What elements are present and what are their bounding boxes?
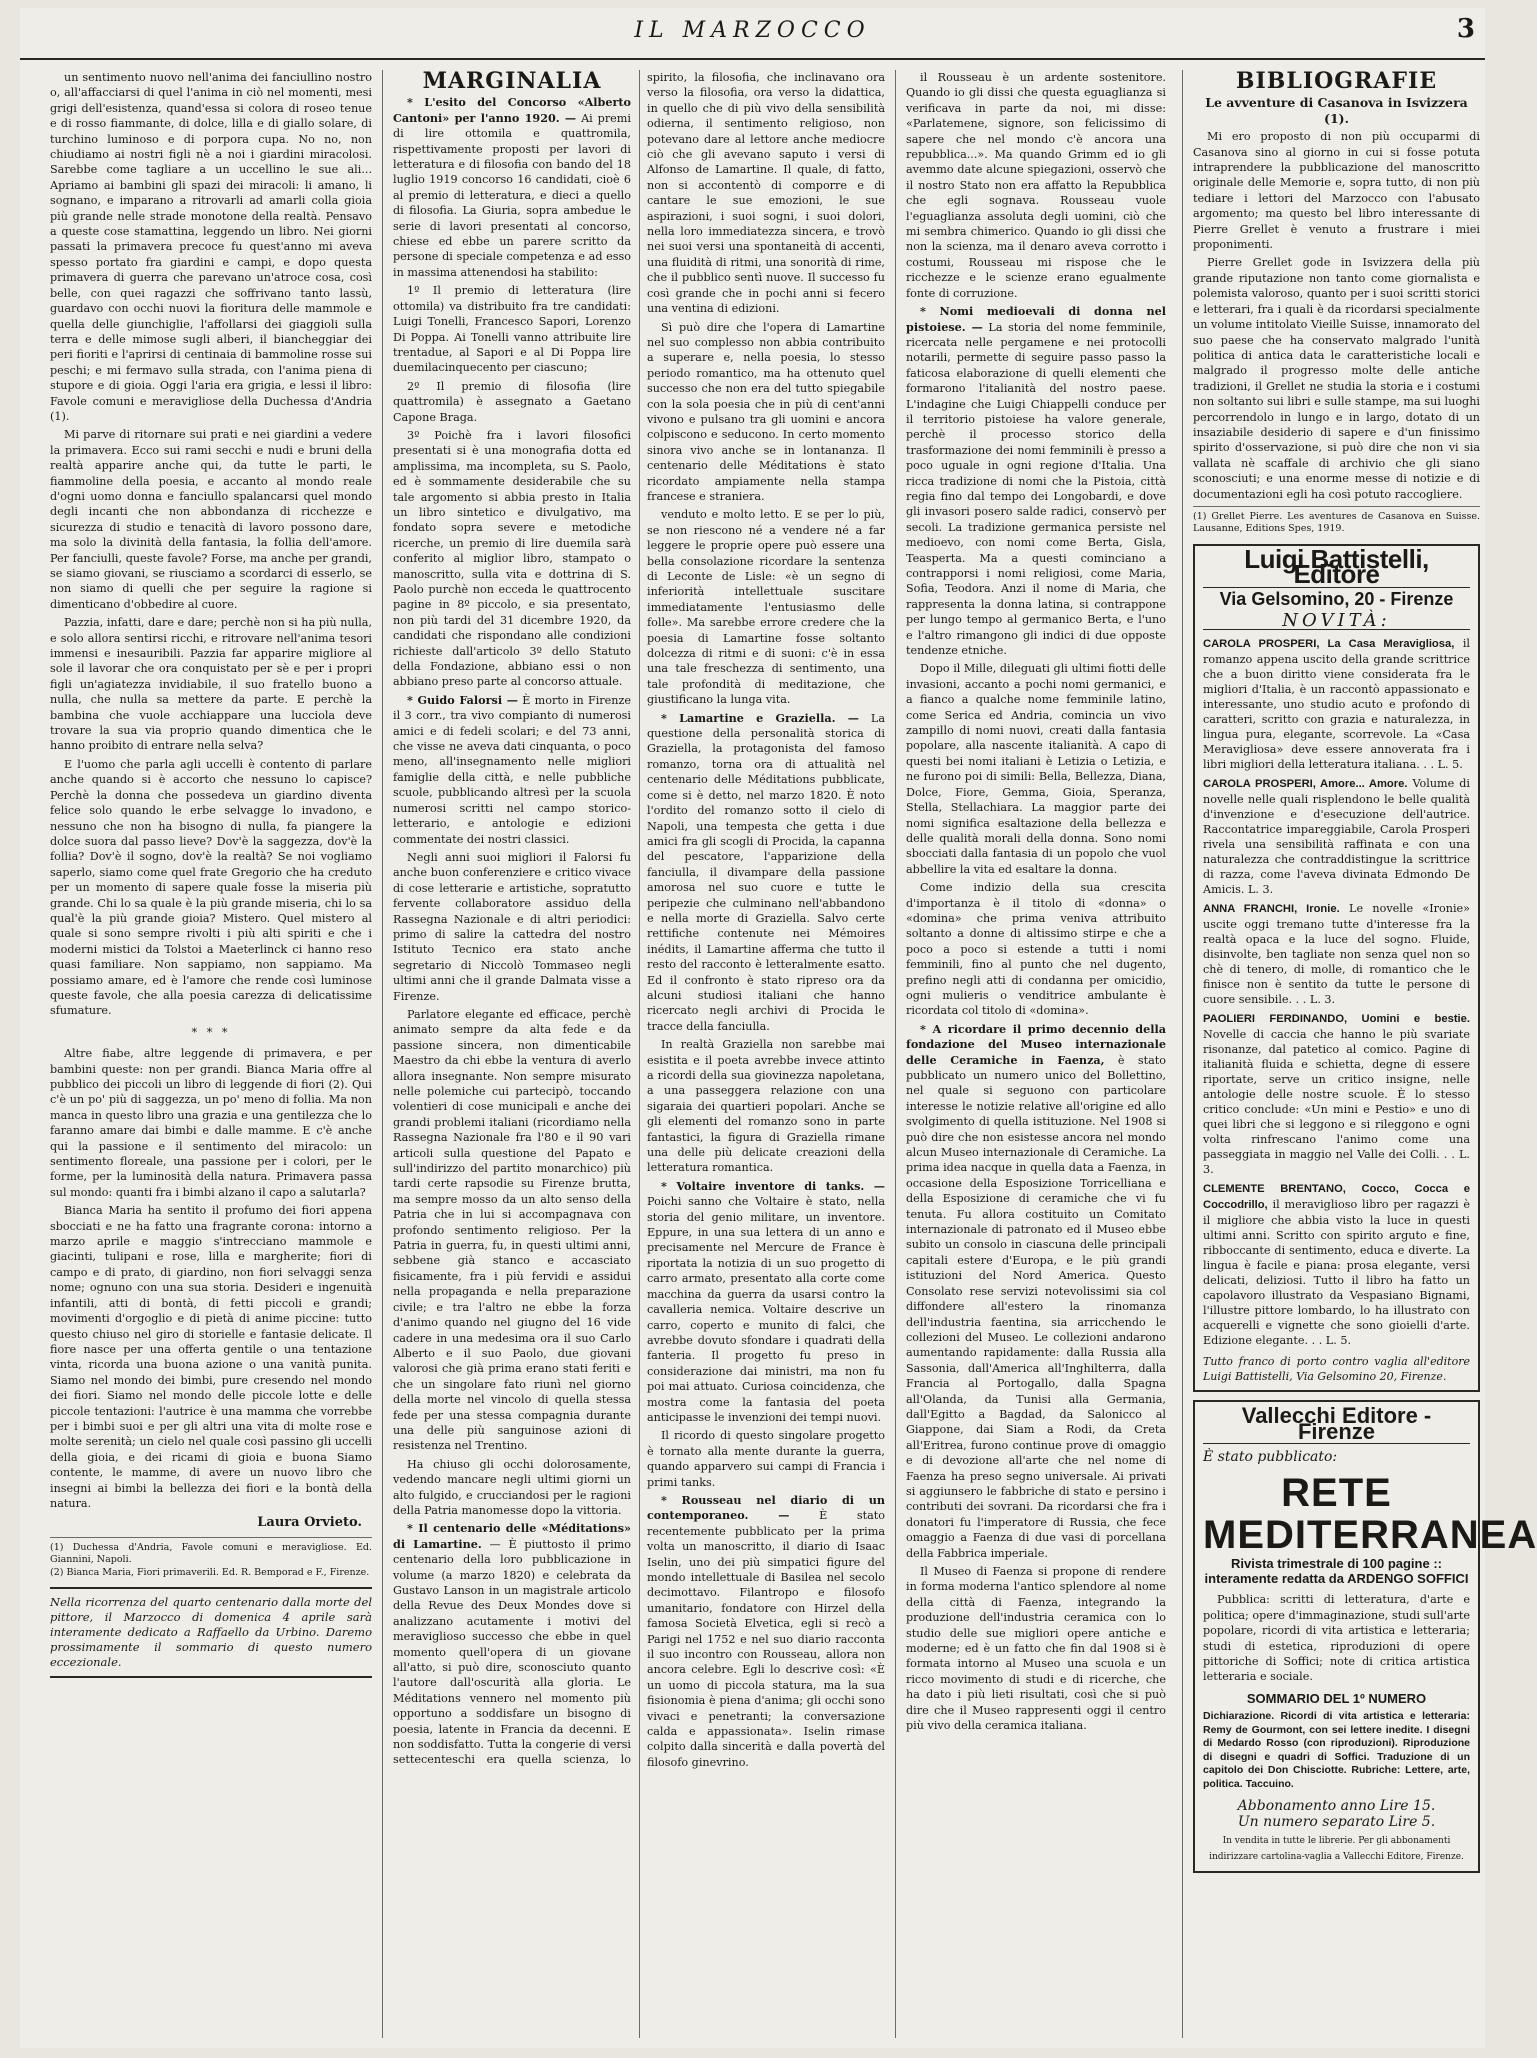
item-text: È morto in Firenze il 3 corr., tra vivo compianto di numerosi amici e di fedeli scolari; e del 73 anni, che visse ne aveva dati cinquanta, o poco meno, all'insegnamento nelle migliori famiglie della città, e nelle pubbliche scuole, pubblicando altresì per la scuola numerosi scritti nel campo storico-letterario, e antologie e edizioni commentate dei nostri classici. — [393, 693, 631, 846]
contents-heading: SOMMARIO DEL 1º NUMERO — [1246, 1690, 1427, 1706]
article-paragraph: Pierre Grellet gode in Isvizzera della più grande riputazione non tanto come giornalista e polemista valoroso, quanto per i suoi scritti storici e letterari, fra i quali è da ricordarsi specialmente un volume intitolato Vieille Suisse, innamorato del suo paese che ha conservato malgrado l'unità politica di antica data le caratteristiche locali e malgrado il progresso molte delle antiche tradizioni, il Grellet ne studia la storia e i costumi non soltanto sui libri e sulle stampe, ma sui luoghi percorrendolo in lungo e in largo, dotato di un insaziabile desiderio di sapere e d'un finissimo spirito d'osservazione, si può dire che non vi sia vallata nè scaffale di archivio che gli siano sconosciuti; e una enorme messe di notizie e di documentazioni egli ha così potuto raccogliere. — [1193, 256, 1480, 501]
publisher-name: Luigi Battistelli, Editore — [1203, 552, 1470, 588]
book-title: ANNA FRANCHI, Ironie. — [1203, 902, 1340, 915]
item-heading: * Nomi medioevali di donna nel pistoiese. — — [906, 304, 1166, 334]
ordering-note: Tutto franco di porto contro vaglia all'editore Luigi Battistelli, Via Gelsomino 20, Firenze. — [1203, 1354, 1470, 1383]
article-paragraph: Sì può dire che l'opera di Lamartine nel suo complesso non abbia contribuito a superare e, nella poesia, lo stesso periodo romantico, ma ha ottenuto quel successo che non era del tutto spiegabile con la sola poesia che in più di cent'anni vivono e pulsano tra gli uomini e ancora colpiscono e seducono. In certo momento sinora vivo anche se in lontananza. Il centenario delle Méditations è stato ricordato ampiamente nella stampa francese e straniera. — [647, 320, 885, 503]
footnote: (1) Duchessa d'Andria, Favole comuni e meravigliose. Ed. Giannini, Napoli. — [50, 1541, 372, 1566]
article-paragraph: 3º Poichè fra i lavori filosofici presentati si è una monografia dotta ed amplissima, ma incompleta, su S. Paolo, ed è sommamente desiderabile che su tale argomento si abbia presto in Italia un libro sintetico e divulgativo, ma fondato sopra severe e metodiche ricerche, un premio di lire duemila sarà conferito al miglior libro, stampato o manoscritto, sulla vita e dottrina di S. Paolo purchè non ecceda le quattrocento pagine in 8º piccolo, e sia presentato, non più tardi del 31 dicembre 1920, da candidati che rispondano alle condizioni richieste dall'articolo 3º dello Statuto della Fondazione, abbiano essi o non abbiano preso parte al concorso attuale. — [393, 428, 631, 689]
item-text: La storia del nome femminile, ricercata nelle pergamene e nei protocolli notarili, permette di seguire passo passo la faticosa elaborazione di quelli elementi che formarono l'italianità del nostro paese. L'indagine che Luigi Chiappelli conduce per il territorio pistoiese ha valore generale, perchè il processo storico della trasformazione dei nomi femminili è presso a poco uguale in ogni regione d'Italia. Una ricca tradizione di nomi che la Pistoia, città regia fino dal tempo dei Longobardi, e dove gli invasori posero salde radici, conservò per secoli. La tradizione germanica persiste nel medioevo, con nomi come Berta, Gisla, Teasperta. Ma a questi cominciano a contrapporsi i nomi religiosi, come Maria, Sofia, Teodora. Anzi il nome di Maria, che rappresenta la donna latina, si contrappone per lungo tempo al germanico Berta, e l'uno e l'altro rimangono gli indici di due opposte tendenze etniche. — [906, 320, 1167, 658]
article-paragraph: In realtà Graziella non sarebbe mai esistita e il poeta avrebbe invece attinto a ricordi della sua giovinezza napoletana, a una passeggera relazione con una sigaraia dei quartieri popolari. Anche se gli elementi del romanzo sono in parte fantastici, la figura di Graziella rimane una delle più delicate creazioni della letteratura romantica. — [647, 1038, 885, 1175]
book-listing — [1203, 636, 1470, 772]
book-title: CAROLA PROSPERI, Amore... Amore. — [1203, 777, 1408, 790]
article-paragraph: 2º Il premio di filosofia (lire quattromila) è assegnato a Gaetano Capone Braga. — [393, 379, 631, 424]
article-paragraph: il Rousseau è un ardente sostenitore. Quando io gli dissi che questa eguaglianza si verificava in parte da noi, mi disse: «Parlatemene, signore, son felicissimo di sapere che nel mondo c'è ancora una repubblica...». Ma quando Grimm ed io gli avemmo date alcune spiegazioni, osservò che il nostro Stato non era affatto la Repubblica che egli sognava. Rousseau vuole l'eguaglianza assoluta degli uomini, ciò che mi sembra chimerico. Quando io gli dissi che non la scienza, ma il denaro aveva corrotto i costumi, Rousseau mi rispose che le ricchezze e le scienze erano egualmente fonte di corruzione. — [906, 71, 1166, 300]
footnotes — [50, 1537, 372, 1580]
published-label: È stato pubblicato: — [1203, 1449, 1338, 1466]
book-description: Le novelle «Ironie» uscite oggi tremano tutte d'interesse fra la realtà opaca e la luce del sogno. Fluide, disinvolte, ben tagliate non senza quel non so chè di tenero, di molle, di romantico che le finisce non è sentito da tutte le persone di cuore sensibile. . . L. 3. — [1203, 901, 1470, 1006]
page-number: 3 — [1456, 14, 1475, 44]
section-title-marginalia: MARGINALIA — [422, 68, 602, 94]
vallecchi-advertisement — [1193, 1400, 1537, 1873]
article-paragraph: Negli anni suoi migliori il Falorsi fu anche buon conferenziere e critico vivace di cose letterarie e artistiche, sopratutto fervente collaboratore assiduo della Rassegna Nazionale e di altri periodici: primo di salire la cattedra del nostro Istituto Tecnico era stato anche segretario di Niccolò Tommaseo negli ultimi anni che il grande Dalmata visse a Firenze. — [393, 850, 631, 1003]
article-paragraph: Ha chiuso gli occhi dolorosamente, vedendo mancare negli ultimi giorni un alto fulgido, e crucciandosi per le ragioni della Patria manomesse dopo la vittoria. — [393, 1457, 631, 1517]
publisher-name: Vallecchi Editore - Firenze — [1203, 1408, 1470, 1444]
item-text: — È piuttosto il primo centenario della loro pubblicazione in volume (a marzo 1820) e celebrata da Gustavo Lanson in un magistrale articolo della Revue des Deux Mondes dove si analizzano acutamente i motivi del meraviglioso successo che ebbe in quel momento quell'opera di un giovane all'atto, si può dire, sconosciuto quanto l'autore dall'oscurità alla gloria. Le Méditations vennero nel momento più opportuno a soddisfare un bisogno di poesia, latente in Francia da decenni. E non soddisfatto. Tutta la congerie di versi settecenteschi era quella scienza, lo spirito, la filosofia, che inclinavano ora verso la filosofia, ora verso la didattica, in quello che di più vivo della sensibilità odierna, il sentimento religioso, non potevano dare al lettore anche mediocre ciò che gli avevano saputo i versi di Alfonso de Lamartine. Il quale, di fatto, non si accontentò di comporre e di cantare le sue emozioni, le sue aspirazioni, i suoi sogni, i suoi dolori, nella loro immediatezza sincera, e trovò nei suoi versi una spontaneità di accenti, una fluidità di ritmi, una sonorità di rime, che il pubblico sentì nuove. Il successo fu così grande che in pochi anni si fecero una ventina di edizioni. — [393, 71, 885, 1767]
article-paragraph: venduto e molto letto. E se per lo più, se non riescono né a vendere né a far leggere le proprie opere può essere una bella consolazione ricordare la sentenza di Leconte de Lisle: «è un segno di inferiorità intellettuale suscitare immediatamente l'entusiasmo delle folle». Ma sarebbe errore credere che la poesia di Lamartine fosse soltanto dolcezza di ritmi e di suoni: c'è in essa una tale freschezza di sentimento, una tale profondità di meditazione, che giustificano la lunga vita. — [647, 508, 885, 707]
article-paragraph: Mi ero proposto di non più occuparmi di Casanova sino al giorno in cui si fosse potuta intraprendere la pubblicazione del manoscritto originale delle Memorie e, sopra tutto, di non più tediare i lettori del Marzocco con l'abusato argomento; ma questo bel libro interessante di Pierre Grellet è venuto a frustrare i miei proponimenti. — [1193, 130, 1480, 252]
item-heading: * Lamartine e Graziella. — — [661, 710, 859, 725]
masthead-title: IL MARZOCCO — [634, 18, 871, 43]
item-heading: * Voltaire inventore di tanks. — — [661, 1178, 885, 1193]
article-paragraph: Dopo il Mille, dileguati gli ultimi fiotti delle invasioni, accanto a pochi nomi germanici, e a fianco a qualche nome femminile latino, come Serica ed Andria, comincia un vivo zampillo di nomi nuovi, creati dalla fantasia popolare, alla nascente italianità. A capo di questi bei nomi italiani è Letizia o Letizia, e ne furono poi di simili: Bella, Bellezza, Diana, Dolce, Fiore, Gemma, Gioia, Speranza, Stella, Stellachiara. La maggior parte dei nomi significa esaltazione della bellezza e delle qualità morali della donna. Sono nomi sbocciati dalla fantasia di un popolo che vuol abbellire la vita ed esaltare la donna. — [906, 662, 1166, 876]
footnote: (1) Grellet Pierre. Les aventures de Casanova en Suisse. Lausanne, Editions Spes, 1919. — [1193, 506, 1480, 536]
book-title: CAROLA PROSPERI, La Casa Meravigliosa, — [1203, 637, 1455, 650]
item-text: Poichi sanno che Voltaire è stato, nella storia del genio militare, un inventore. Eppure, in una sua lettera di un anno e precisamente nel Mercure de France è riportata la notizia di un suo progetto di carro armato, presentato alla corte come macchina da guerra da usarsi contro la cavalleria nemica. Voltaire descrive un carro, coperto e munito di falci, che avrebbe dovuto sfondare i quadrati della fanteria. Il progetto fu preso in considerazione dai ministri, ma non fu poi mai attuato. Curiosa coincidenza, che mostra come la fantasia del poeta anticipasse le invenzioni dei tempi nuovi. — [647, 1195, 885, 1424]
article-paragraph: Bianca Maria ha sentito il profumo dei fiori appena sbocciati e ne ha fatto una fragrante corona: intorno a marzo aprile e maggio s'intrecciano mammole e giacinti, tulipani e rose, lilla e margherite; fiori di campo e di prato, di giardino, non fiori selvaggi senza nome; ognuno con una sua storia. Desideri e ingenuità infantili, atti di bontà, di fetti piccoli e grandi; movimenti d'orgoglio e di pietà di anime piccine: tutto questo chiuso nel giro di storielle e fantasie delicate. Il fiore nasce per una offerta gentile o una tentazione vinta, ricorda una buona azione o una vanità punita. Siamo nel mondo dei bimbi, pure cresendo nel mondo dei fiori. Siamo nel mondo delle piccole lotte e delle piccole tentazioni: l'autrice è una mamma che vorrebbe per i bimbi suoi e per gli altri una vita di molte rose e molte serenità; un cielo nel quale così passino gli uccelli della gioia, e dei ricami di gioia e buona Siamo contente, le mamme, di avere un nuovo libro che insegni ai bimbi la bellezza dei fiori e la bontà della natura. — [50, 1204, 372, 1510]
item-heading: * A ricordare il primo decennio della fondazione del Museo internazionale delle Ceramiche in Faenza, — [906, 1021, 1166, 1067]
magazine-title: RETE MEDITERRANEA — [1203, 1470, 1537, 1557]
subscription-price: Abbonamento anno Lire 15. — [1237, 1798, 1436, 1815]
magazine-description: Pubblica: scritti di letteratura, d'arte e politica; opere d'immaginazione, studi sull'arte popolare, ricordi di vita artistica e letteraria; studi di estetica, riproduzioni di opere pittoriche di Soffici; note di critica artistica letteraria e sociale. — [1203, 1593, 1470, 1684]
sales-note: In vendita in tutte le librerie. Per gli abbonamenti indirizzare cartolina-vaglia a Vallecchi Editore, Firenze. — [1209, 1836, 1464, 1862]
item-text: Ai premi di lire ottomila e quattromila, rispettivamente proposti per lavori di letteratura e di filosofia con bando del 18 luglio 1919 concorso 16 candidati, cioè 6 al premio di letteratura, e dieci a quello di filosofia. La Giuria, sopra ambedue le serie di lavori presentati al concorso, chiese ed ebbe un parere scritto da persone di speciale competenza e ad esso in massima attenendosi ha stabilito: — [393, 111, 631, 279]
book-description: il romanzo appena uscito della grande scrittrice che a buon diritto viene considerata fra le migliori d'Italia, è un raccontò appassionato e interessante, uno studio acuto e profondo di caratteri, scritto con grazia e naturalezza, in lingua pura, elegante, scorrevole. La «Casa Meravigliosa» deve essere annoverata fra i libri migliori della letteratura italiana. . . L. 5. — [1203, 636, 1470, 771]
book-description: Novelle di caccia che hanno le più svariate risonanze, dal patetico al comico. Pagine di italianità fluida e schietta, degne di essere riportate, serve un critico insigne, nelle antologie delle nostre scuole. È lo stesso critico conclude: «Un mini e Pestio» e uno di quei libri che si leggono e si rileggono e ogni volta rinfrescano l'animo come una passeggiata in maggio nel Valle dei Colli. . . L. 3. — [1203, 1027, 1470, 1176]
review-heading: Le avventure di Casanova in Isvizzera (1). — [1205, 95, 1468, 126]
article-paragraph: Mi parve di ritornare sui prati e nei giardini a vedere la primavera. Ecco sui rami secchi e nudi e bruni della realtà apparire anche qui, da tutte le parti, le fiammoline della poesia, e accanto al mondo reale d'ogni uomo donna e fanciullo spalancarsi quel mondo degli incanti che non abbondanza di ricchezze e sicurezza di studio e tenacità di lavoro possono dare, ma solo la divinità della fantasia, la follia dell'amore. Per fanciulli, queste favole? Forse, ma anche per grandi, se siamo giovani, se riusciamo a scordarci di esserlo, se non siamo di quelli che per seguire la ragione si dimenticano d'obbedire al cuore. — [50, 428, 372, 611]
novita-heading: NOVITÀ: — [1203, 613, 1470, 629]
battistelli-advertisement — [1193, 544, 1480, 1392]
item-text: La questione della personalità storica di Graziella, la protagonista del famoso romanzo, torna ora di attualità nel centenario delle Méditations pubblicate, come si è detto, nel marzo 1820. È noto l'ordito del romanzo sotto il cielo di Napoli, una tempesta che getta i due amici fra gli scogli di Procida, la capanna del pescatore, l'apparizione della fanciulla, il divampare della passione amorosa nel suo cuore e tutte le peripezie che culminano nell'abbandono e nella morte di Graziella. Salvo certe rettifiche contenute nei Mémoires inédits, il Lamartine afferma che tutto il resto del racconto è letteralmente esatto. Ed il confronto è stato ripreso ora da alcuni studiosi italiani che hanno ricercato negli archivi di Procida le tracce della fanciulla. — [647, 711, 886, 1033]
column-1 — [50, 70, 372, 2038]
announcement: Nella ricorrenza del quarto centenario dalla morte del pittore, il Marzocco di domenica 4 aprile sarà interamente dedicato a Raffaello da Urbino. Daremo prossimamente il sommario di questo numero eccezionale. — [50, 1587, 372, 1678]
article-paragraph: Il ricordo di questo singolare progetto è tornato alla mente durante la guerra, quando apparvero sui campi di Francia i primi tanks. — [647, 1429, 885, 1489]
item-text: è stato pubblicato un numero unico del Bollettino, nel quale si seguono con particolare interesse le notizie relative all'origine ed allo svolgimento di quella istituzione. Nel 1908 si può dire che non esistesse ancora nel mondo alcun Museo internazionale di Ceramiche. La prima idea nacque in quella data a Faenza, in occasione della Esposizione Torricelliana e della Esposizione di ceramiche che vi fu tenuta. Fu allora costituito un Comitato internazionale di patronato ed il Museo ebbe subito un consolo in ciascuna delle principali capitali estere d'Europa, e le più grandi istituzioni del Nord America. Questo Consolato rese servizi notevolissimi sia col diffondere all'estero la rinomanza dell'industria faentina, sia arricchendo le collezioni del Museo. Le collezioni andarono aumentando rapidamente: dalla Russia alla Sassonia, dall'America all'Inghilterra, dalla Francia al Portogallo, dalla Spagna all'Olanda, da Tunisi alla Germania, dall'Egitto a Bagdad, da Salonicco al Giappone, dai Siam a Rodi, da Creta all'Eritrea, furono continue prove di omaggio e di devozione all'arte che nel nome di Faenza ha preso segno universale. Ai privati si aggiunsero le fabbriche di stato e persino i contributi dei sovrani. Da ricordarsi che fra i donatori fu l'imperatore di Russia, che fece omaggio a Faenza di due vasi di porcellana della Fabbrica imperiale. — [906, 1053, 1166, 1560]
newspaper-page — [20, 8, 1537, 2048]
item-heading: * Rousseau nel diario di un contemporaneo. — — [647, 1492, 885, 1523]
article-paragraph: un sentimento nuovo nell'anima dei fanciullino nostro o, all'affacciarsi di quel l'anima in ciò nel momenti, mesi grigi dell'esistenza, quand'essa si colora di roseo tenue e di rosso fiammante, di dolce, lilla e di giallo solare, di turchino luminoso e di porpora cupa. No no, non chiudiamo ai nostri figli nè a noi i giardini miracolosi. Sarebbe come tagliare a un uccellino le sue ali... Apriamo ai bambini gli spazi dei miracoli: li amano, li sognano, e imparano a ritrovarli ad amarli colla gioia più grande nelle strade monotone della realtà. Pensavo a queste cose stamattina, leggendo un libro. Nei giorni passati la primavera precoce fu quest'anno mi aveva spesso portato fra giardini e campi, e dopo questa primavera di guerra che parevano un'atroce cosa, così belle, con quei ragazzi che soffrivano tanto lassù, guardavo con occhi nuovi la fioritura delle mammole e quella delle giunchiglie, l'affollarsi dei giaggioli sulla terra e delle mimose sugli alberi, il biancheggiar dei peri fioriti e l'aprirsi di centinaia di bammoline rosse sui peschi; e mi fermavo sulla strada, con l'anima piena di stupore e di gioia. Oggi l'aria era grigia, e lessi il libro: Favole comuni e meravigliose della Duchessa d'Andria (1). — [50, 71, 372, 423]
item-heading: * Il centenario delle «Méditations» di Lamartine. — [393, 1521, 631, 1551]
article-paragraph: 1º Il premio di letteratura (lire ottomila) va distribuito fra tre candidati: Luigi Tonelli, Francesco Sapori, Lorenzo Di Poppa. Ai Tonelli vanno attribuite lire trentadue, al Sapori e al Di Poppa lire duemilacinquecento per ciascuno; — [393, 284, 631, 375]
masthead — [20, 8, 1485, 60]
book-title: CLEMENTE BRENTANO, Cocco, Cocca e Coccodrillo, — [1203, 1182, 1470, 1211]
article-paragraph: Parlatore elegante ed efficace, perchè animato sempre da alta fede e da passione sincera, non dimenticabile Maestro da chi ebbe la ventura di averlo allora insegnante. Non sempre misurato nelle polemiche cui partecipò, toccando volentieri di cose municipali e anche dei grandi problemi italiani (ricordiamo nella Rassegna Nazionale fra l'80 e il 90 vari articoli sulla questione del Papato e sull'indirizzo del partito monarchico) più tardi certe rapsodie su Firenze brutta, ma sempre mosso da un alto senso della Patria che in lui si accompagnava con profondo sentimento religioso. Per la Patria in guerra, fu, in questi ultimi anni, sebbene già stanco e accasciato fisicamente, fra i più fervidi e assidui nella propaganda e nella preparazione civile; e tra l'altro ne ebbe la forza d'animo quando nel giugno del 16 vide cadere in una medesima ora il suo Carlo Alberto e il suo Paolo, due giovani valorosi che già prima erano stati feriti e che un singolare fato riunì nel giorno della morte nel vincolo di quella stessa fede per una stessa compagnia durante una delle più sanguinose azioni di resistenza nel Trentino. — [393, 1007, 631, 1453]
author-signature: Laura Orvieto. — [257, 1515, 362, 1531]
book-listing — [1203, 1011, 1470, 1177]
book-listing — [1203, 1181, 1470, 1348]
section-title-bibliografie: BIBLIOGRAFIE — [1235, 68, 1438, 94]
publisher-address: Via Gelsomino, 20 - Firenze — [1219, 588, 1454, 609]
article-paragraph: Come indizio della sua crescita d'importanza è il titolo di «donna» o «domina» che prima veniva attribuito soltanto a donne di altissimo stirpe e che a poco a poco si estende a tutti i nomi femminili, fino al punto che nel dugento, prefino negli atti di condanna per omicidio, ogni mulieris o venditrice ambulante è ricordata col titolo di «domina». — [906, 881, 1166, 1018]
single-issue-price: Un numero separato Lire 5. — [1237, 1813, 1436, 1830]
book-title: PAOLIERI FERDINANDO, Uomini e bestie. — [1203, 1012, 1470, 1025]
column-3 — [906, 70, 1174, 2038]
book-description: il meraviglioso libro per ragazzi è il migliore che abbia visto la luce in questi ultimi anni. Scritto con spirito arguto e fine, ribboccante di sentimento, educa e diverte. La lingua è facile e piana: prosa elegante, versi delicati, deliziosi. Tutto il libro ha fatto un capolavoro illustrato da Vespasiano Bignami, l'illustre pittore lombardo, lo ha illustrato con acquerelli e vignette che sono gioielli d'arte. Edizione elegante. . . L. 5. — [1203, 1197, 1470, 1347]
book-listing — [1203, 776, 1470, 897]
article-paragraph: Pazzia, infatti, dare e dare; perchè non si ha più nulla, e solo allora sentirsi ricchi, e ritrovare nell'anima tesori immensi e inesauribili. Pazzia far apparire migliore al sole il lavorar che ora conquistato per sè e per i propri figli un'agiatezza invidiabile, il suo fratello buono a nulla, che nulla sa mettere da parte. E perchè la bambina che vuole acchiappare una lucciola deve trovare la sua via proprio quando dimentica che le hanno proibito di entrare nella selva? — [50, 616, 372, 753]
footnote: (2) Bianca Maria, Fiori primaverili. Ed. R. Bemporad e F., Firenze. — [50, 1566, 370, 1578]
article-paragraph: Altre fiabe, altre leggende di primavera, e per bambini queste: non per grandi. Bianca Maria offre al pubblico dei piccoli un libro di leggende di fiori (2). Qui c'è un po' più di saggezza, un po' meno di follia. Ma non manca in questo libro una grazia e una gentilezza che lo faranno amare dai bimbi e dalle mamme. E c'è anche qui la passione e il sentimento del miracolo: un sentimento floreale, una passione per i colori, per le forme, per la luminosità della natura. Primavera passa sul mondo: quanti fra i bimbi alzano il capo a salutarla? — [50, 1047, 372, 1199]
magazine-subtitle: Rivista trimestrale di 100 pagine :: interamente redatta da ARDENGO SOFFICI — [1204, 1555, 1469, 1587]
book-description: Volume di novelle nelle quali risplendono le belle qualità d'invenzione e d'esecuzione dell'autrice. Raccontatrice impareggiabile, Carola Prosperi rivela una sensibilità raffinata e con una naturalezza che contraddistingue la scrittrice di razza, come l'aveva divinata Edmondo De Amicis. L. 3. — [1203, 776, 1470, 896]
item-heading: * L'esito del Concorso «Alberto Cantoni» per l'anno 1920. — — [393, 95, 631, 125]
section-divider: * * * — [191, 1025, 231, 1039]
article-paragraph: Il Museo di Faenza si propone di rendere in forma moderna l'antico splendore al nome della città di Faenza, integrando la produzione dell'industria ceramica con lo studio delle sue migliori opere antiche e moderne; ed è un fatto che fin dal 1908 si è formata intorno al Museo una scuola e un ricco movimento di studi e di ricerche, che ha dato i più lieti risultati, così che si può dire che il Museo rappresenti oggi il centro più vivo della ceramica italiana. — [906, 1565, 1166, 1733]
contents-list: Dichiarazione. Ricordi di vita artistica e letteraria: Remy de Gourmont, con sei lettere inedite. I disegni di Medardo Rosso (con riproduzioni). Riproduzione di disegni e quadri di Soffici. Traduzione di un capitolo dei Don Chisciotte. Rubriche: Lettere, arte, politica. Taccuino. — [1203, 1710, 1470, 1790]
book-listing — [1203, 901, 1470, 1007]
item-heading: * Guido Falorsi — — [407, 692, 518, 707]
column-marginalia — [382, 70, 896, 2038]
column-bibliografie — [1182, 68, 1537, 2038]
article-paragraph: E l'uomo che parla agli uccelli è contento di parlare anche quando si è accorto che nessuno lo capisce? Perchè la donna che possedeva un giardino diventa felice solo quando le erbe selvagge lo invadono, e nessuno che non ha bisogno di nulla, fa piangere la dolce suora dal passo lieve? Dov'è la saggezza, dov'è la follia? Dov'è il sogno, dov'è la realtà? Se noi vogliamo saperlo, siamo come quel frate Gregorio che ha creduto per un momento di sapere quale fosse la miseria più grande. Chi lo sa quale è la più grande miseria, chi lo sa qual'è la più grande gioia? Mistero. Quel mistero al quale si sono sempre rivolti i più alti spiriti e che i moderni mistici da Tolstoi a Maeterlinck ci hanno reso quasi familiare. Non sappiamo, non sappiamo. Ma possiamo amare, ed è l'amore che rende così luminose queste favole, che alla poesia carezza di delicatissime sfumature. — [50, 757, 372, 1018]
item-text: È stato recentemente pubblicato per la prima volta un manoscritto, il diario di Isaac Iselin, uno dei più simpatici figure del mondo intellettuale di Basilea nel secolo decimottavo. Filantropo e filosofo umanitario, fondatore con Hirzel della famosa Società Elvetica, egli si recò a Parigi nel 1752 e nel suo diario racconta il suo incontro con Rousseau, allora non ancora celebre. Egli lo descrive così: «È un uomo di piccola statura, ma la sua fisionomia è piena d'anima; gli occhi sono vivaci e penetranti; la conversazione calda e appassionata». Iselin rimase colpito dalla sincerità e dalla povertà del filosofo ginevrino. — [647, 1509, 885, 1769]
